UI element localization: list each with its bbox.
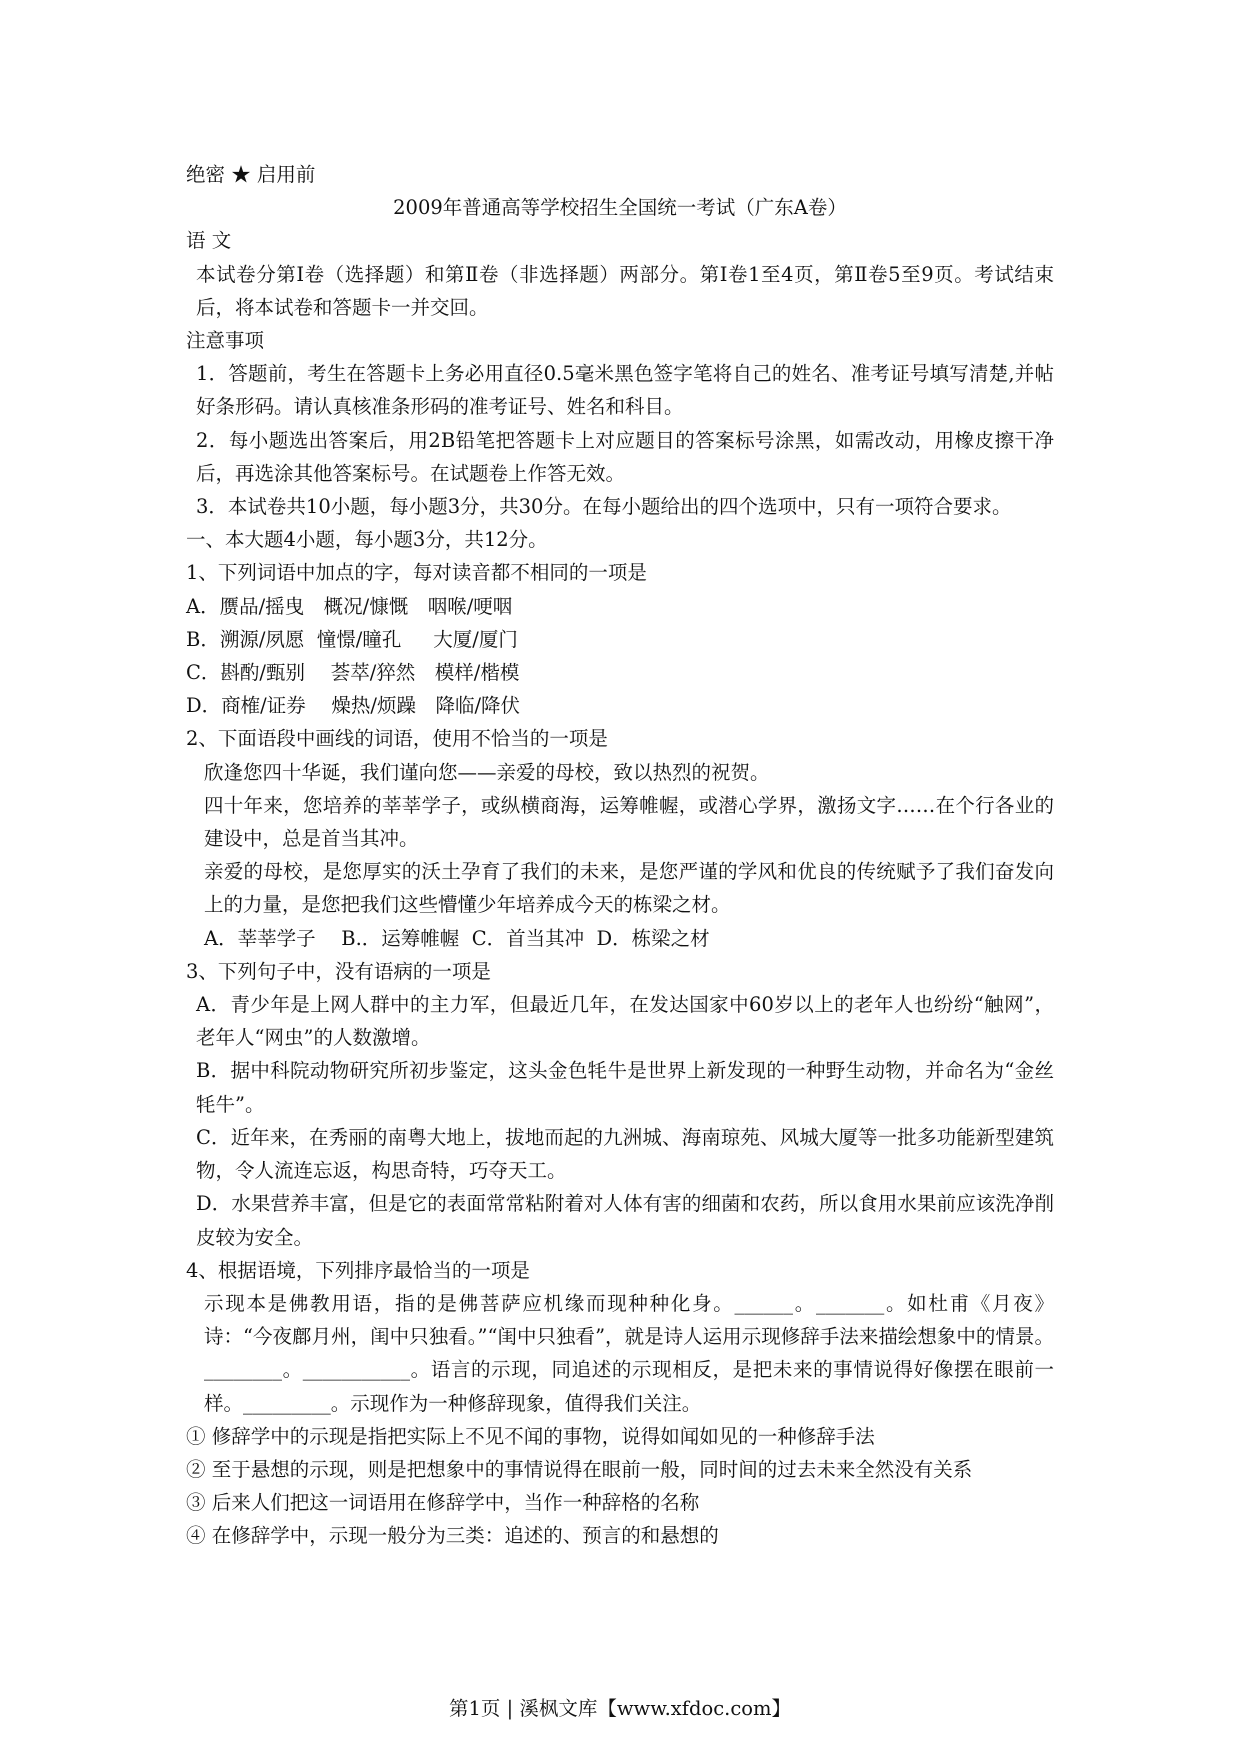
intro-paragraph: 本试卷分第Ⅰ卷（选择题）和第Ⅱ卷（非选择题）两部分。第Ⅰ卷1至4页，第Ⅱ卷5至9页。考试结束后，将本试卷和答题卡一并交回。: [196, 262, 1054, 319]
question-3-option-c: C．近年来，在秀丽的南粤大地上，拔地而起的九洲城、海南琼苑、风城大厦等一批多功能新型建筑物，令人流连忘返，构思奇特，巧夺天工。: [196, 1125, 1054, 1183]
question-1-option-a: A．赝品/摇曳 概况/慷慨 咽喉/哽咽: [186, 594, 513, 618]
question-1-stem: 1、下列词语中加点的字，每对读音都不相同的一项是: [186, 561, 647, 585]
note-item-2: 2．每小题选出答案后，用2B铅笔把答题卡上对应题目的答案标号涂黑，如需改动，用橡皮擦干净后，再选涂其他答案标号。在试题卷上作答无效。: [196, 428, 1054, 485]
question-2-stem: 2、下面语段中画线的词语，使用不恰当的一项是: [186, 727, 608, 751]
notes-heading: 注意事项: [186, 329, 265, 353]
secret-label: 绝密 ★ 启用前: [186, 163, 316, 186]
question-2-paragraph-3: 亲爱的母校，是您厚实的沃土孕育了我们的未来，是您严谨的学风和优良的传统赋予了我们奋发向上的力量，是您把我们这些懵懂少年培养成今天的栋梁之材。: [204, 860, 1054, 917]
question-4-stem: 4、根据语境，下列排序最恰当的一项是: [186, 1258, 530, 1282]
question-4-item-4: ④ 在修辞学中，示现一般分为三类：追述的、预言的和悬想的: [186, 1524, 719, 1548]
question-2-options: A．莘莘学子 B.．运筹帷幄 C．首当其冲 D．栋梁之材: [204, 926, 710, 950]
question-4-item-1: ① 修辞学中的示现是指把实际上不见不闻的事物，说得如闻如见的一种修辞手法: [186, 1424, 875, 1448]
question-1-option-b: B．溯源/夙愿 憧憬/瞳孔 大厦/厦门: [186, 627, 518, 651]
question-4-passage: 示现本是佛教用语，指的是佛菩萨应机缘而现种种化身。______。_______。如杜甫《月夜》诗：“今夜鄜月州，闺中只独看。”“闺中只独看”，就是诗人运用示现修辞手法来描绘想象中的情景。________。___________。语言的示现，同追述的示现相反，是把未来的事情说得好像摆在眼前一样。_________。示现作为一种修辞现象，值得我们关注。: [204, 1291, 1054, 1415]
question-1-option-d: D．商榷/证券 燥热/烦躁 降临/降伏: [186, 694, 521, 718]
note-item-3: 3．本试卷共10小题，每小题3分，共30分。在每小题给出的四个选项中，只有一项符合要求。: [196, 495, 1012, 519]
note-item-1: 1．答题前，考生在答题卡上务必用直径0.5毫米黑色签字笔将自己的姓名、准考证号填写清楚,并帖好条形码。请认真核准条形码的准考证号、姓名和科目。: [196, 362, 1054, 419]
page-footer: 第1页 | 溪枫文库【www.xfdoc.com】: [448, 1697, 792, 1720]
question-4-item-2: ② 至于悬想的示现，则是把想象中的事情说得在眼前一般，同时间的过去未来全然没有关系: [186, 1457, 973, 1481]
question-4-item-3: ③ 后来人们把这一词语用在修辞学中，当作一种辞格的名称: [186, 1491, 700, 1515]
subject-label: 语 文: [186, 229, 232, 253]
question-3-option-d: D．水果营养丰富，但是它的表面常常粘附着对人体有害的细菌和农药，所以食用水果前应该洗净削皮较为安全。: [196, 1192, 1054, 1249]
question-2-paragraph-2: 四十年来，您培养的莘莘学子，或纵横商海，运筹帷幄，或潜心学界，激扬文字……在个行各业的建设中，总是首当其冲。: [204, 793, 1054, 851]
question-1-option-c: C．斟酌/甄别 荟萃/猝然 模样/楷模: [186, 661, 520, 685]
section-heading: 一、本大题4小题，每小题3分，共12分。: [186, 528, 548, 552]
question-2-paragraph-1: 欣逢您四十华诞，我们谨向您——亲爱的母校，致以热烈的祝贺。: [204, 760, 770, 784]
question-3-stem: 3、下列句子中，没有语病的一项是: [186, 959, 491, 983]
exam-page: [186, 158, 1054, 1553]
question-3-option-a: A．青少年是上网人群中的主力军，但最近几年，在发达国家中60岁以上的老年人也纷纷“触网”，老年人“网虫”的人数激增。: [196, 993, 1054, 1050]
exam-title: 2009年普通高等学校招生全国统一考试（广东A卷）: [393, 196, 847, 220]
question-3-option-b: B．据中科院动物研究所初步鉴定，这头金色牦牛是世界上新发现的一种野生动物，并命名为“金丝牦牛”。: [196, 1059, 1054, 1116]
